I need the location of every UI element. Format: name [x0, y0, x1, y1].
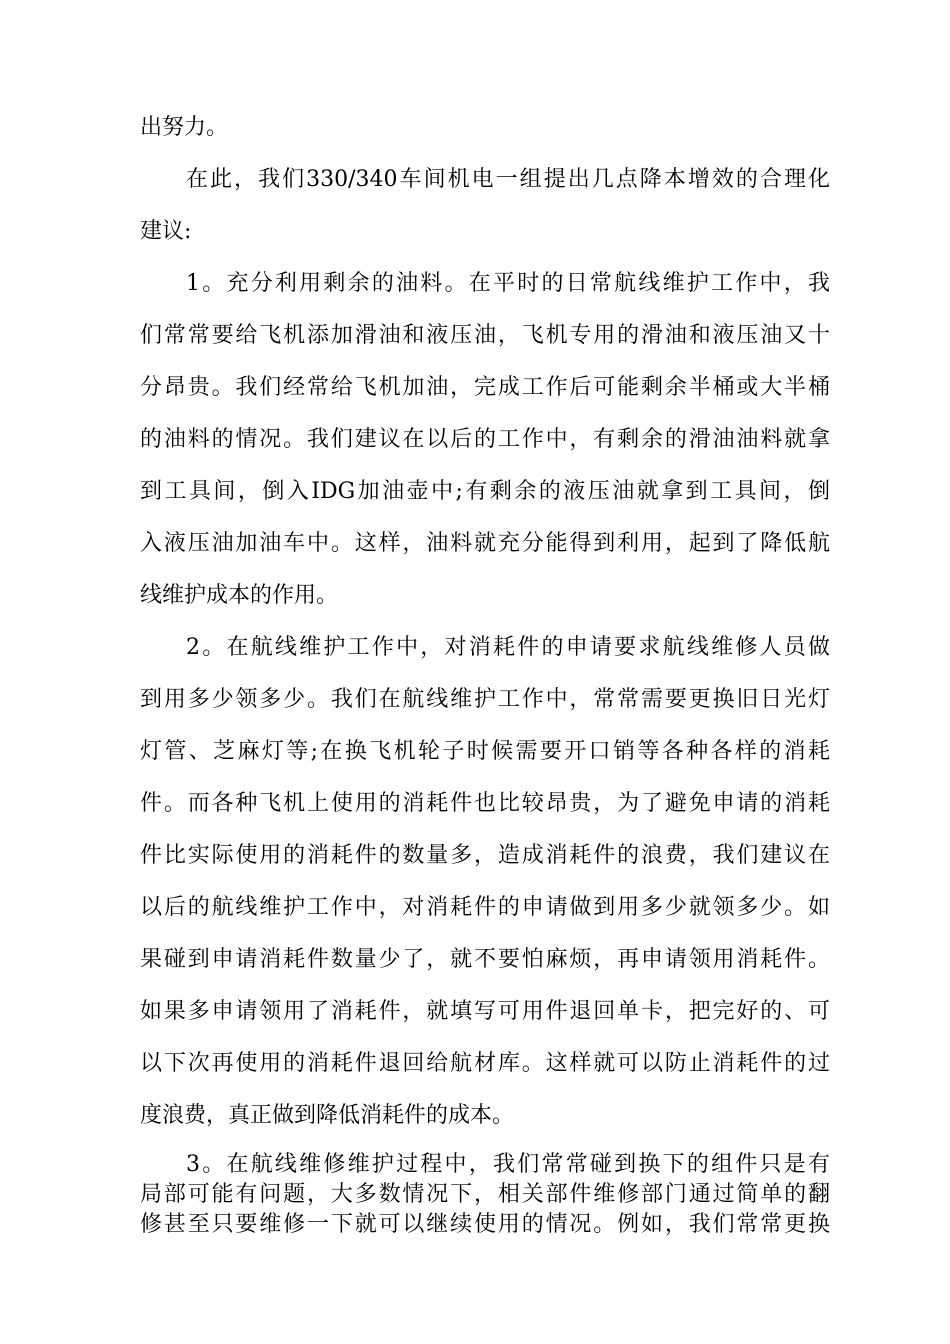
paragraph-line: 3。在航线维修维护过程中，我们常常碰到换下的组件只是有: [186, 1152, 830, 1177]
paragraph-line: 1。充分利用剩余的油料。在平时的日常航线维护工作中，我: [186, 271, 830, 296]
paragraph-line: 们常常要给飞机添加滑油和液压油，飞机专用的滑油和液压油又十: [140, 323, 830, 348]
paragraph-line: 入液压油加油车中。这样，油料就充分能得到利用，起到了降低航: [140, 531, 830, 556]
paragraph-line: 的油料的情况。我们建议在以后的工作中，有剩余的滑油油料就拿: [140, 427, 830, 452]
paragraph-line: 度浪费，真正做到降低消耗件的成本。: [140, 1103, 515, 1128]
paragraph-line: 建议:: [140, 219, 192, 244]
paragraph-line: 2。在航线维护工作中，对消耗件的申请要求航线维修人员做: [186, 635, 830, 660]
paragraph-line: 局部可能有问题，大多数情况下，相关部件维修部门通过简单的翻: [140, 1182, 830, 1207]
paragraph-line: 到用多少领多少。我们在航线维护工作中，常常需要更换旧日光灯: [140, 687, 830, 712]
paragraph-line: 果碰到申请消耗件数量少了，就不要怕麻烦，再申请领用消耗件。: [140, 947, 830, 972]
paragraph-line: 分昂贵。我们经常给飞机加油，完成工作后可能剩余半桶或大半桶: [140, 375, 830, 400]
paragraph-line: 线维护成本的作用。: [140, 583, 339, 608]
paragraph-line: 灯管、芝麻灯等;在换飞机轮子时候需要开口销等各种各样的消耗: [140, 739, 830, 764]
paragraph-line: 以下次再使用的消耗件退回给航材库。这样就可以防止消耗件的过: [140, 1051, 830, 1076]
paragraph-line: 如果多申请领用了消耗件，就填写可用件退回单卡，把完好的、可: [140, 999, 830, 1024]
paragraph-line: 在此，我们330/340车间机电一组提出几点降本增效的合理化: [186, 167, 830, 192]
paragraph-line: 件比实际使用的消耗件的数量多，造成消耗件的浪费，我们建议在: [140, 843, 830, 868]
paragraph-line: 件。而各种飞机上使用的消耗件也比较昂贵，为了避免申请的消耗: [140, 791, 830, 816]
paragraph-line: 到工具间，倒入IDG加油壶中;有剩余的液压油就拿到工具间，倒: [140, 479, 830, 504]
paragraph-line: 修甚至只要维修一下就可以继续使用的情况。例如，我们常常更换: [140, 1212, 830, 1237]
paragraph-line: 以后的航线维护工作中，对消耗件的申请做到用多少就领多少。如: [140, 895, 830, 920]
paragraph-line: 出努力。: [140, 115, 229, 140]
